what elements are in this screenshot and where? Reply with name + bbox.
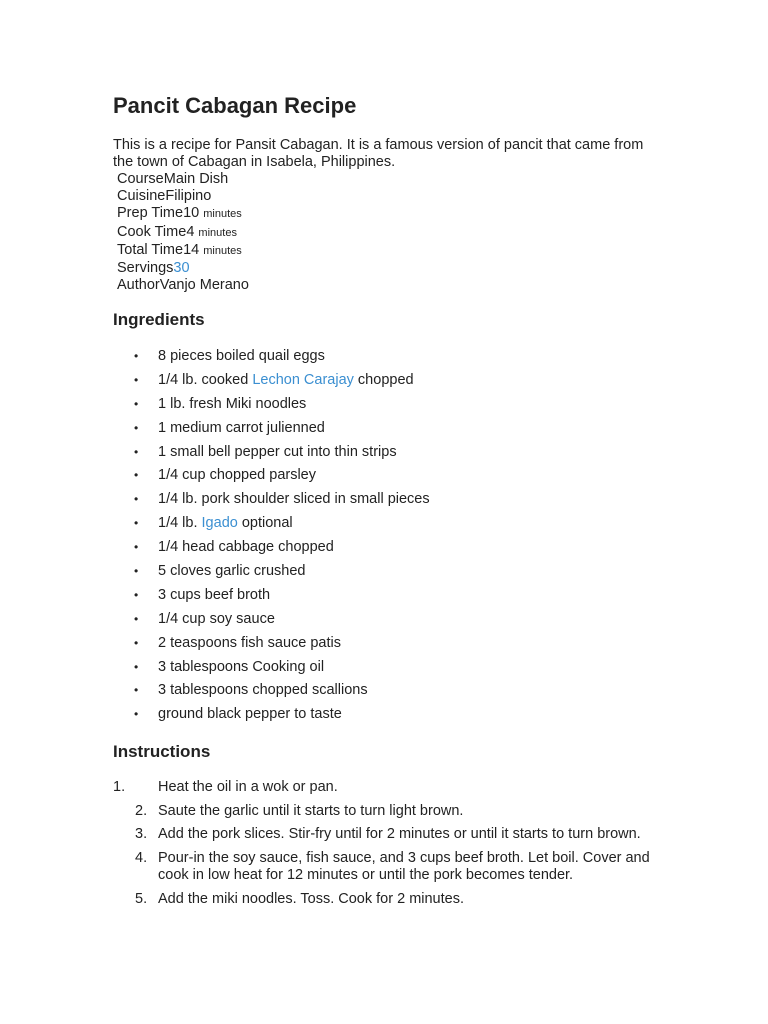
- meta-prep-value: 10: [183, 205, 200, 222]
- ingredient-text: 1 medium carrot julienned: [158, 419, 325, 436]
- ingredient-text: 1/4 lb. cooked: [158, 371, 253, 388]
- bullet-icon: •: [134, 564, 139, 579]
- ingredient-item: [134, 419, 430, 443]
- ingredient-item: [134, 658, 430, 682]
- ingredient-text: optional: [237, 515, 293, 532]
- bullet-icon: •: [134, 635, 139, 650]
- ingredient-item: [134, 705, 430, 729]
- ingredient-text: 5 cloves garlic crushed: [158, 563, 306, 580]
- step-text: Add the miki noodles. Toss. Cook for 2 minutes.: [158, 890, 464, 907]
- ingredient-text: 1/4 lb.: [158, 515, 202, 532]
- meta-cuisine-label: Cuisine: [117, 188, 166, 205]
- ingredient-item: [134, 395, 430, 419]
- meta-course: [117, 171, 249, 188]
- meta-servings: [117, 260, 249, 277]
- ingredient-item: [134, 514, 430, 538]
- ingredient-text: 1/4 lb. pork shoulder sliced in small pieces: [158, 491, 430, 508]
- ingredient-item: [134, 538, 430, 562]
- meta-prep-time: [117, 205, 249, 223]
- ingredient-text: 3 cups beef broth: [158, 586, 271, 603]
- servings-link[interactable]: 30: [173, 260, 190, 277]
- step-text: Heat the oil in a wok or pan.: [158, 779, 338, 795]
- ingredient-item: [134, 586, 430, 610]
- bullet-icon: •: [134, 420, 139, 435]
- ingredient-item: [134, 443, 430, 467]
- ingredient-item: [134, 634, 430, 658]
- meta-course-value: Main Dish: [163, 171, 229, 187]
- step-number: 5.: [135, 890, 148, 907]
- step-text: Add the pork slices. Stir-fry until for 2 minutes or until it starts to turn brown.: [158, 826, 641, 842]
- bullet-icon: •: [134, 349, 139, 363]
- meta-cook-label: Cook Time: [117, 223, 187, 240]
- step-text: Saute the garlic until it starts to turn light brown.: [158, 802, 464, 819]
- step-number: 2.: [135, 802, 148, 819]
- ingredient-text: chopped: [353, 371, 414, 388]
- step-number: 1.: [113, 779, 126, 795]
- meta-cook-unit: minutes: [198, 226, 237, 239]
- meta-author: [117, 277, 249, 294]
- meta-cook-value: 4: [186, 223, 195, 240]
- ingredient-text: 1/4 cup chopped parsley: [158, 467, 316, 484]
- bullet-icon: •: [134, 372, 139, 387]
- bullet-icon: •: [134, 659, 139, 674]
- step-number: 3.: [135, 826, 148, 842]
- ingredient-item: [134, 681, 430, 705]
- meta-prep-label: Prep Time: [117, 205, 184, 222]
- ingredient-item: [134, 490, 430, 514]
- ingredient-item: [134, 347, 430, 371]
- instruction-step: [113, 779, 658, 797]
- meta-author-value: Vanjo Merano: [159, 277, 249, 294]
- meta-course-label: Course: [117, 171, 164, 187]
- meta-total-unit: minutes: [203, 244, 242, 257]
- recipe-description: This is a recipe for Pansit Cabagan. It is a famous version of pancit that came from the town of Cabagan in Isabela, Philippines.: [113, 137, 644, 170]
- bullet-icon: •: [134, 683, 139, 698]
- bullet-icon: •: [134, 540, 139, 555]
- bullet-icon: •: [134, 707, 139, 722]
- instruction-step: [135, 849, 658, 885]
- ingredient-text: ground black pepper to taste: [158, 706, 342, 723]
- ingredient-text: 8 pieces boiled quail eggs: [158, 348, 325, 364]
- bullet-icon: •: [134, 444, 139, 459]
- instruction-step: [135, 826, 658, 844]
- ingredient-item: [134, 371, 430, 395]
- ingredient-text: 3 tablespoons chopped scallions: [158, 682, 368, 699]
- meta-total-time: [117, 242, 249, 260]
- meta-servings-label: Servings: [117, 260, 174, 277]
- meta-cuisine-value: Filipino: [165, 188, 212, 205]
- meta-total-label: Total Time: [117, 241, 184, 258]
- ingredient-link[interactable]: Lechon Carajay: [252, 371, 354, 388]
- bullet-icon: •: [134, 396, 139, 411]
- ingredient-item: [134, 466, 430, 490]
- ingredient-text: 1/4 cup soy sauce: [158, 610, 275, 627]
- bullet-icon: •: [134, 516, 139, 531]
- bullet-icon: •: [134, 468, 139, 483]
- meta-author-label: Author: [117, 277, 160, 294]
- instructions-heading: Instructions: [113, 742, 211, 761]
- meta-cuisine: [117, 188, 249, 205]
- ingredient-text: 2 teaspoons fish sauce patis: [158, 634, 341, 651]
- ingredients-heading: Ingredients: [113, 310, 205, 329]
- instructions-list: [113, 779, 658, 914]
- step-number: 4.: [135, 849, 148, 866]
- bullet-icon: •: [134, 611, 139, 626]
- meta-prep-unit: minutes: [203, 208, 242, 221]
- instruction-step: [135, 802, 658, 821]
- meta-cook-time: [117, 224, 249, 242]
- meta-total-value: 14: [183, 241, 200, 258]
- ingredients-list: [134, 347, 430, 729]
- bullet-icon: •: [134, 492, 139, 507]
- ingredient-text: 3 tablespoons Cooking oil: [158, 658, 325, 675]
- step-text: Pour-in the soy sauce, fish sauce, and 3 cups beef broth. Let boil. Cover and cook in low heat for 12 minutes or until the pork becomes tender.: [158, 849, 650, 883]
- ingredient-item: [134, 562, 430, 586]
- ingredient-text: 1/4 head cabbage chopped: [158, 539, 334, 556]
- bullet-icon: •: [134, 587, 139, 602]
- ingredient-item: [134, 610, 430, 634]
- ingredient-text: 1 lb. fresh Miki noodles: [158, 395, 307, 412]
- instruction-step: [135, 890, 658, 909]
- recipe-meta: [117, 171, 249, 294]
- ingredient-link[interactable]: Igado: [201, 515, 238, 532]
- page-title: Pancit Cabagan Recipe: [113, 93, 357, 118]
- ingredient-text: 1 small bell pepper cut into thin strips: [158, 443, 397, 460]
